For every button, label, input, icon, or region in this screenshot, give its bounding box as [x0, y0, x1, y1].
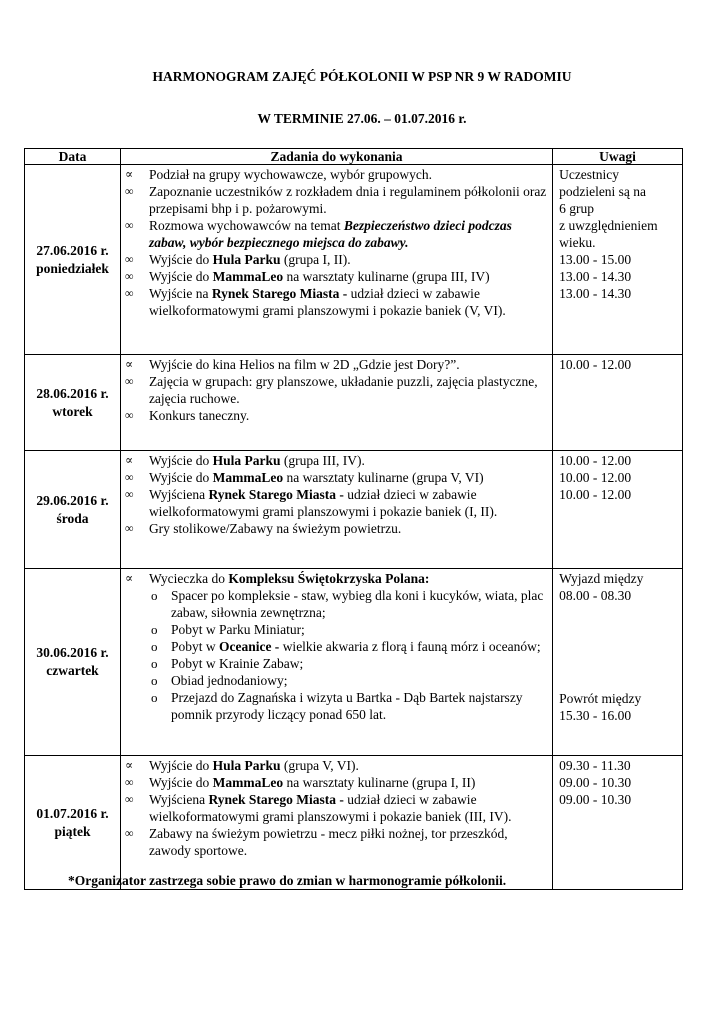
task-text: Pobyt w [170, 639, 219, 654]
task-text: wielkie akwaria z florą i fauną mórz i oceanów; [279, 639, 541, 654]
bullet-icon: ∝ [124, 571, 134, 585]
document-title: HARMONOGRAM ZAJĘĆ PÓŁKOLONII W PSP NR 9 W RADOMIU [152, 69, 572, 84]
date-text: 30.06.2016 r. [36, 645, 109, 660]
task-item [125, 570, 548, 587]
task-text: Hula Parku [212, 252, 281, 267]
task-text: Wyjście do [148, 758, 213, 773]
date-text: 01.07.2016 r. [36, 805, 109, 821]
tasks-cell [120, 756, 552, 890]
bullet-icon: o [150, 673, 158, 688]
date-text: 27.06.2016 r. [36, 242, 109, 258]
task-text: MammaLeo [212, 775, 284, 790]
task-text: Rynek Starego Miasta - [211, 286, 348, 301]
task-item [125, 285, 548, 319]
task-item [125, 217, 548, 251]
task-item [125, 825, 548, 859]
column-header-notes: Uwagi [553, 149, 683, 165]
task-item [125, 757, 548, 774]
task-text: Hula Parku [212, 453, 281, 468]
task-item [125, 251, 548, 268]
task-text: Wyjściena [148, 792, 209, 807]
task-text: (grupa III, IV). [280, 453, 365, 468]
task-text: udział dzieci w zabawie wielkoformatowymi grami planszowymi i pokazie baniek (I, II). [148, 487, 498, 519]
task-text: Oceanice - [218, 639, 280, 654]
bullet-icon: ∞ [124, 269, 134, 283]
task-text: udział dzieci w zabawie wielkoformatowymi grami planszowymi i pokazie baniek (V, VI). [148, 286, 506, 318]
task-item [125, 356, 548, 373]
notes-cell [553, 165, 683, 355]
task-item [125, 452, 548, 469]
table-row [25, 355, 683, 451]
task-text: MammaLeo [212, 470, 284, 485]
task-text: Spacer po kompleksie - staw, wybieg dla koni i kucyków, wiata, plac zabaw, siłownia zewnętrzna; [170, 588, 544, 620]
task-text: Wyjście do [148, 453, 213, 468]
task-item [125, 268, 548, 285]
sub-task-item [125, 655, 548, 672]
task-text: na warsztaty kulinarne (grupa V, VI) [283, 470, 484, 485]
task-text: Wyjściena [148, 487, 209, 502]
sub-task-item [125, 638, 548, 655]
notes-cell [553, 756, 683, 890]
date-cell [25, 451, 121, 569]
bullet-icon: o [150, 588, 158, 603]
bullet-icon: ∞ [124, 286, 134, 300]
bullet-icon: ∞ [124, 470, 134, 484]
date-text: 29.06.2016 r. [36, 492, 109, 508]
bullet-icon: ∞ [124, 521, 134, 535]
task-text: (grupa V, VI). [280, 758, 359, 773]
task-text: Wyjście na [148, 286, 212, 301]
task-text: Rozmowa wychowawców na temat [148, 218, 344, 233]
date-cell [25, 756, 121, 890]
date-text: 28.06.2016 r. [36, 385, 109, 401]
task-text: Wyjście do [148, 252, 213, 267]
weekday-text: wtorek [52, 403, 93, 419]
task-text: Obiad jednodaniowy; [170, 673, 288, 688]
task-item [125, 373, 548, 407]
date-cell [25, 165, 121, 355]
task-text: Zapoznanie uczestników z rozkładem dnia i regulaminem półkolonii oraz przepisami bhp i p. pożarowymi. [148, 184, 547, 216]
task-item [125, 791, 548, 825]
note-text: 10.00 - 12.00 [559, 357, 632, 372]
bullet-icon: ∞ [124, 487, 134, 501]
bullet-icon: ∞ [124, 252, 134, 266]
notes-cell [553, 355, 683, 451]
bullet-icon: ∞ [124, 775, 134, 789]
tasks-cell [120, 569, 552, 756]
sub-task-item [125, 672, 548, 689]
bullet-icon: ∝ [124, 167, 134, 181]
task-text: Przejazd do Zagnańska i wizyta u Bartka - Dąb Bartek najstarszy pomnik przyrody liczący ponad 650 lat. [170, 690, 523, 722]
tasks-cell [120, 451, 552, 569]
task-text: Wyjście do [148, 470, 213, 485]
task-text: Pobyt w Krainie Zabaw; [170, 656, 304, 671]
task-text: na warsztaty kulinarne (grupa III, IV) [283, 269, 490, 284]
task-text: Wycieczka do [148, 571, 229, 586]
task-text: MammaLeo [212, 269, 284, 284]
notes-cell [553, 569, 683, 756]
bullet-icon: ∞ [124, 792, 134, 806]
table-row [25, 569, 683, 756]
tasks-cell [120, 165, 552, 355]
note-departure: Wyjazd między 08.00 - 08.30 [559, 571, 644, 603]
bullet-icon: ∞ [124, 826, 134, 840]
bullet-icon: ∞ [124, 218, 134, 232]
task-text: Zabawy na świeżym powietrzu - mecz piłki nożnej, tor przeszkód, zawody sportowe. [148, 826, 508, 858]
task-text: Zajęcia w grupach: gry planszowe, układanie puzzli, zajęcia plastyczne, zajęcia ruchowe. [148, 374, 538, 406]
footer-note: *Organizator zastrzega sobie prawo do zmian w harmonogramie półkolonii. [68, 873, 507, 888]
task-text: Hula Parku [212, 758, 281, 773]
task-text: Konkurs taneczny. [148, 408, 250, 423]
task-text: na warsztaty kulinarne (grupa I, II) [283, 775, 476, 790]
column-header-tasks: Zadania do wykonania [120, 149, 552, 165]
bullet-icon: o [150, 622, 158, 637]
task-text: Rynek Starego Miasta - [208, 487, 344, 502]
table-row [25, 756, 683, 890]
task-text: Wyjście do kina Helios na film w 2D „Gdzie jest Dory?”. [148, 357, 460, 372]
table-header-row [25, 149, 683, 165]
bullet-icon: ∝ [124, 758, 134, 772]
document-subtitle: W TERMINIE 27.06. – 01.07.2016 r. [257, 111, 467, 126]
task-item [125, 469, 548, 486]
weekday-text: czwartek [46, 663, 99, 678]
task-text: Kompleksu Świętokrzyska Polana: [228, 571, 430, 586]
date-cell [25, 355, 121, 451]
bullet-icon: o [150, 690, 158, 705]
sub-task-item [125, 587, 548, 621]
note-text: Uczestnicy podzieleni są na 6 grup z uwzględnieniem wieku. 13.00 - 15.00 13.00 - 14.30 13.00 - 14.30 [559, 167, 658, 301]
bullet-icon: ∞ [124, 374, 134, 388]
bullet-icon: ∞ [124, 184, 134, 198]
bullet-icon: ∝ [124, 453, 134, 467]
note-return: Powrót między 15.30 - 16.00 [559, 691, 642, 723]
bullet-icon: o [150, 639, 158, 654]
notes-cell [553, 451, 683, 569]
task-item [125, 774, 548, 791]
task-item [125, 520, 548, 537]
column-header-date: Data [25, 149, 121, 165]
weekday-text: poniedziałek [36, 260, 109, 276]
task-text: Gry stolikowe/Zabawy na świeżym powietrzu. [148, 521, 402, 536]
table-row [25, 165, 683, 355]
weekday-text: piątek [54, 823, 91, 839]
task-text: Wyjście do [148, 269, 213, 284]
task-text: Podział na grupy wychowawcze, wybór grupowych. [148, 167, 432, 182]
task-item [125, 183, 548, 217]
task-text: Pobyt w Parku Miniatur; [170, 622, 305, 637]
tasks-cell [120, 355, 552, 451]
table-row [25, 451, 683, 569]
task-text: udział dzieci w zabawie wielkoformatowymi grami planszowymi i pokazie baniek (III, IV). [148, 792, 512, 824]
bullet-icon: ∝ [124, 357, 134, 371]
task-item [125, 166, 548, 183]
task-text: Rynek Starego Miasta - [208, 792, 344, 807]
bullet-icon: o [150, 656, 158, 671]
sub-task-item [125, 689, 548, 723]
note-text: 10.00 - 12.00 10.00 - 12.00 10.00 - 12.00 [559, 453, 632, 502]
date-cell [25, 569, 121, 756]
sub-task-item [125, 621, 548, 638]
task-text: (grupa I, II). [280, 252, 351, 267]
task-item [125, 486, 548, 520]
weekday-text: środa [56, 510, 89, 526]
bullet-icon: ∞ [124, 408, 134, 422]
task-item [125, 407, 548, 424]
schedule-table [24, 148, 683, 890]
task-text: Bezpieczeństwo dzieci podczas zabaw, wybór bezpiecznego miejsca do zabawy. [148, 218, 512, 250]
note-text: 09.30 - 11.30 09.00 - 10.30 09.00 - 10.30 [559, 758, 632, 807]
task-text: Wyjście do [148, 775, 213, 790]
